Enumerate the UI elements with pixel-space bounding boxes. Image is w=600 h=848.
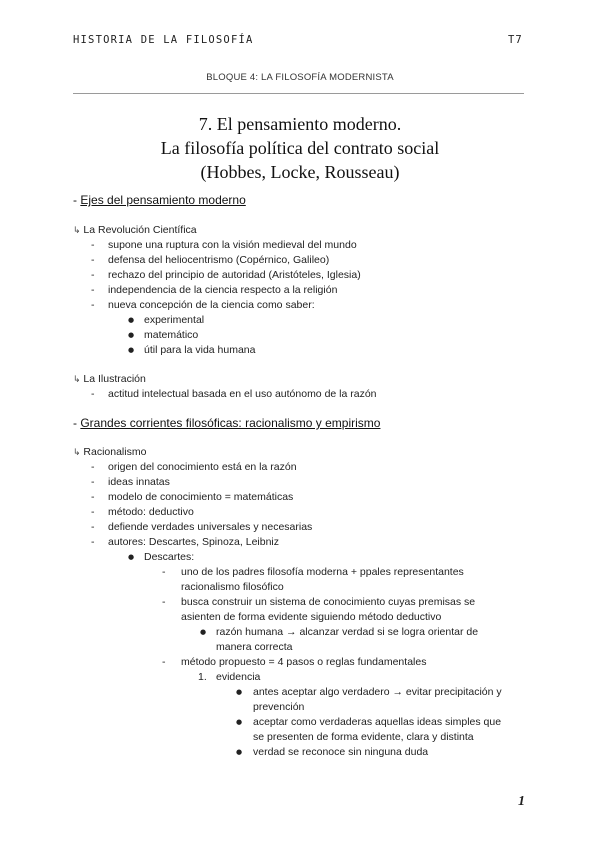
topic-ilustracion <box>73 373 146 385</box>
dash-marker: - <box>91 476 95 488</box>
sub-heading-descartes: Descartes: <box>144 551 195 563</box>
header-divider <box>73 93 524 94</box>
bullet-icon: ● <box>128 346 135 354</box>
list-item: rechazo del principio de autoridad (Aristóteles, Iglesia) <box>108 269 361 281</box>
dash-marker: - <box>162 596 166 608</box>
topic-racionalismo <box>73 446 146 458</box>
bullet-icon: ● <box>128 316 135 324</box>
page-title <box>0 112 600 184</box>
step-label: evidencia <box>216 671 261 683</box>
descartes-point-cont: asienten de forma evidente siguiendo método deductivo <box>181 611 442 623</box>
dash-marker: - <box>91 506 95 518</box>
bullet-icon: ● <box>128 553 135 561</box>
step-item: aceptar como verdaderas aquellas ideas simples que <box>253 716 502 728</box>
sub-list-item: experimental <box>144 314 205 326</box>
list-item: supone una ruptura con la visión medieval del mundo <box>108 239 357 251</box>
step-item: verdad se reconoce sin ninguna duda <box>253 746 429 758</box>
section-title: Ejes del pensamiento moderno <box>80 193 246 207</box>
bullet-icon: ● <box>236 748 243 756</box>
step-item-cont: se presenten de forma evidente, clara y distinta <box>253 731 474 743</box>
dash-marker: - <box>91 461 95 473</box>
list-item: independencia de la ciencia respecto a la religión <box>108 284 338 296</box>
return-arrow-icon: ↳ <box>73 226 84 236</box>
step-item: antes aceptar algo verdadero → evitar precipitación y <box>253 686 502 698</box>
bullet-icon: ● <box>128 331 135 339</box>
dash-marker: - <box>91 536 95 548</box>
block-subtitle: BLOQUE 4: LA FILOSOFÍA MODERNISTA <box>206 72 394 83</box>
descartes-point: uno de los padres filosofía moderna + ppales representantes <box>181 566 464 578</box>
topic-label: La Revolución Científica <box>83 224 197 236</box>
list-item: modelo de conocimiento = matemáticas <box>108 491 294 503</box>
section-dash: - <box>73 193 81 207</box>
list-item: ideas innatas <box>108 476 170 488</box>
dash-marker: - <box>91 491 95 503</box>
step-item-cont: prevención <box>253 701 305 713</box>
razon-point-cont: manera correcta <box>216 641 293 653</box>
dash-marker: - <box>91 284 95 296</box>
return-arrow-icon: ↳ <box>73 448 84 458</box>
sub-list-item: matemático <box>144 329 199 341</box>
dash-marker: - <box>91 239 95 251</box>
section-title: Grandes corrientes filosóficas: racionalismo y empirismo <box>80 416 381 430</box>
title-line-2: La filosofía política del contrato social <box>160 138 440 158</box>
section-dash: - <box>73 416 81 430</box>
title-line-3: (Hobbes, Locke, Rousseau) <box>200 162 400 182</box>
list-item: nueva concepción de la ciencia como saber: <box>108 299 315 311</box>
unit-label: T7 <box>508 34 523 46</box>
descartes-point-cont: racionalismo filosófico <box>181 581 284 593</box>
topic-revolucion <box>73 224 197 236</box>
dash-marker: - <box>91 521 95 533</box>
return-arrow-icon: ↳ <box>73 375 84 385</box>
topic-label: La Ilustración <box>83 373 146 385</box>
list-item: defensa del heliocentrismo (Copérnico, Galileo) <box>108 254 330 266</box>
bullet-icon: ● <box>236 688 243 696</box>
list-item: método: deductivo <box>108 506 194 518</box>
title-line-1: 7. El pensamiento moderno. <box>198 114 402 134</box>
course-header: HISTORIA DE LA FILOSOFÍA <box>73 34 254 46</box>
dash-marker: - <box>162 656 166 668</box>
sub-list-item: útil para la vida humana <box>144 344 256 356</box>
dash-marker: - <box>91 254 95 266</box>
list-item: defiende verdades universales y necesarias <box>108 521 313 533</box>
dash-marker: - <box>162 566 166 578</box>
dash-marker: - <box>91 299 95 311</box>
list-item: origen del conocimiento está en la razón <box>108 461 297 473</box>
step-number: 1. <box>198 671 207 683</box>
section-heading-corrientes <box>73 416 380 430</box>
section-heading-ejes <box>73 193 246 207</box>
page-number: 1 <box>518 794 525 809</box>
descartes-point: busca construir un sistema de conocimiento cuyas premisas se <box>181 596 476 608</box>
bullet-icon: ● <box>200 628 207 636</box>
bullet-icon: ● <box>236 718 243 726</box>
razon-point: razón humana → alcanzar verdad si se logra orientar de <box>216 626 479 638</box>
list-item: autores: Descartes, Spinoza, Leibniz <box>108 536 280 548</box>
topic-label: Racionalismo <box>83 446 147 458</box>
dash-marker: - <box>91 388 95 400</box>
descartes-point: método propuesto = 4 pasos o reglas fundamentales <box>181 656 427 668</box>
dash-marker: - <box>91 269 95 281</box>
list-item: actitud intelectual basada en el uso autónomo de la razón <box>108 388 377 400</box>
